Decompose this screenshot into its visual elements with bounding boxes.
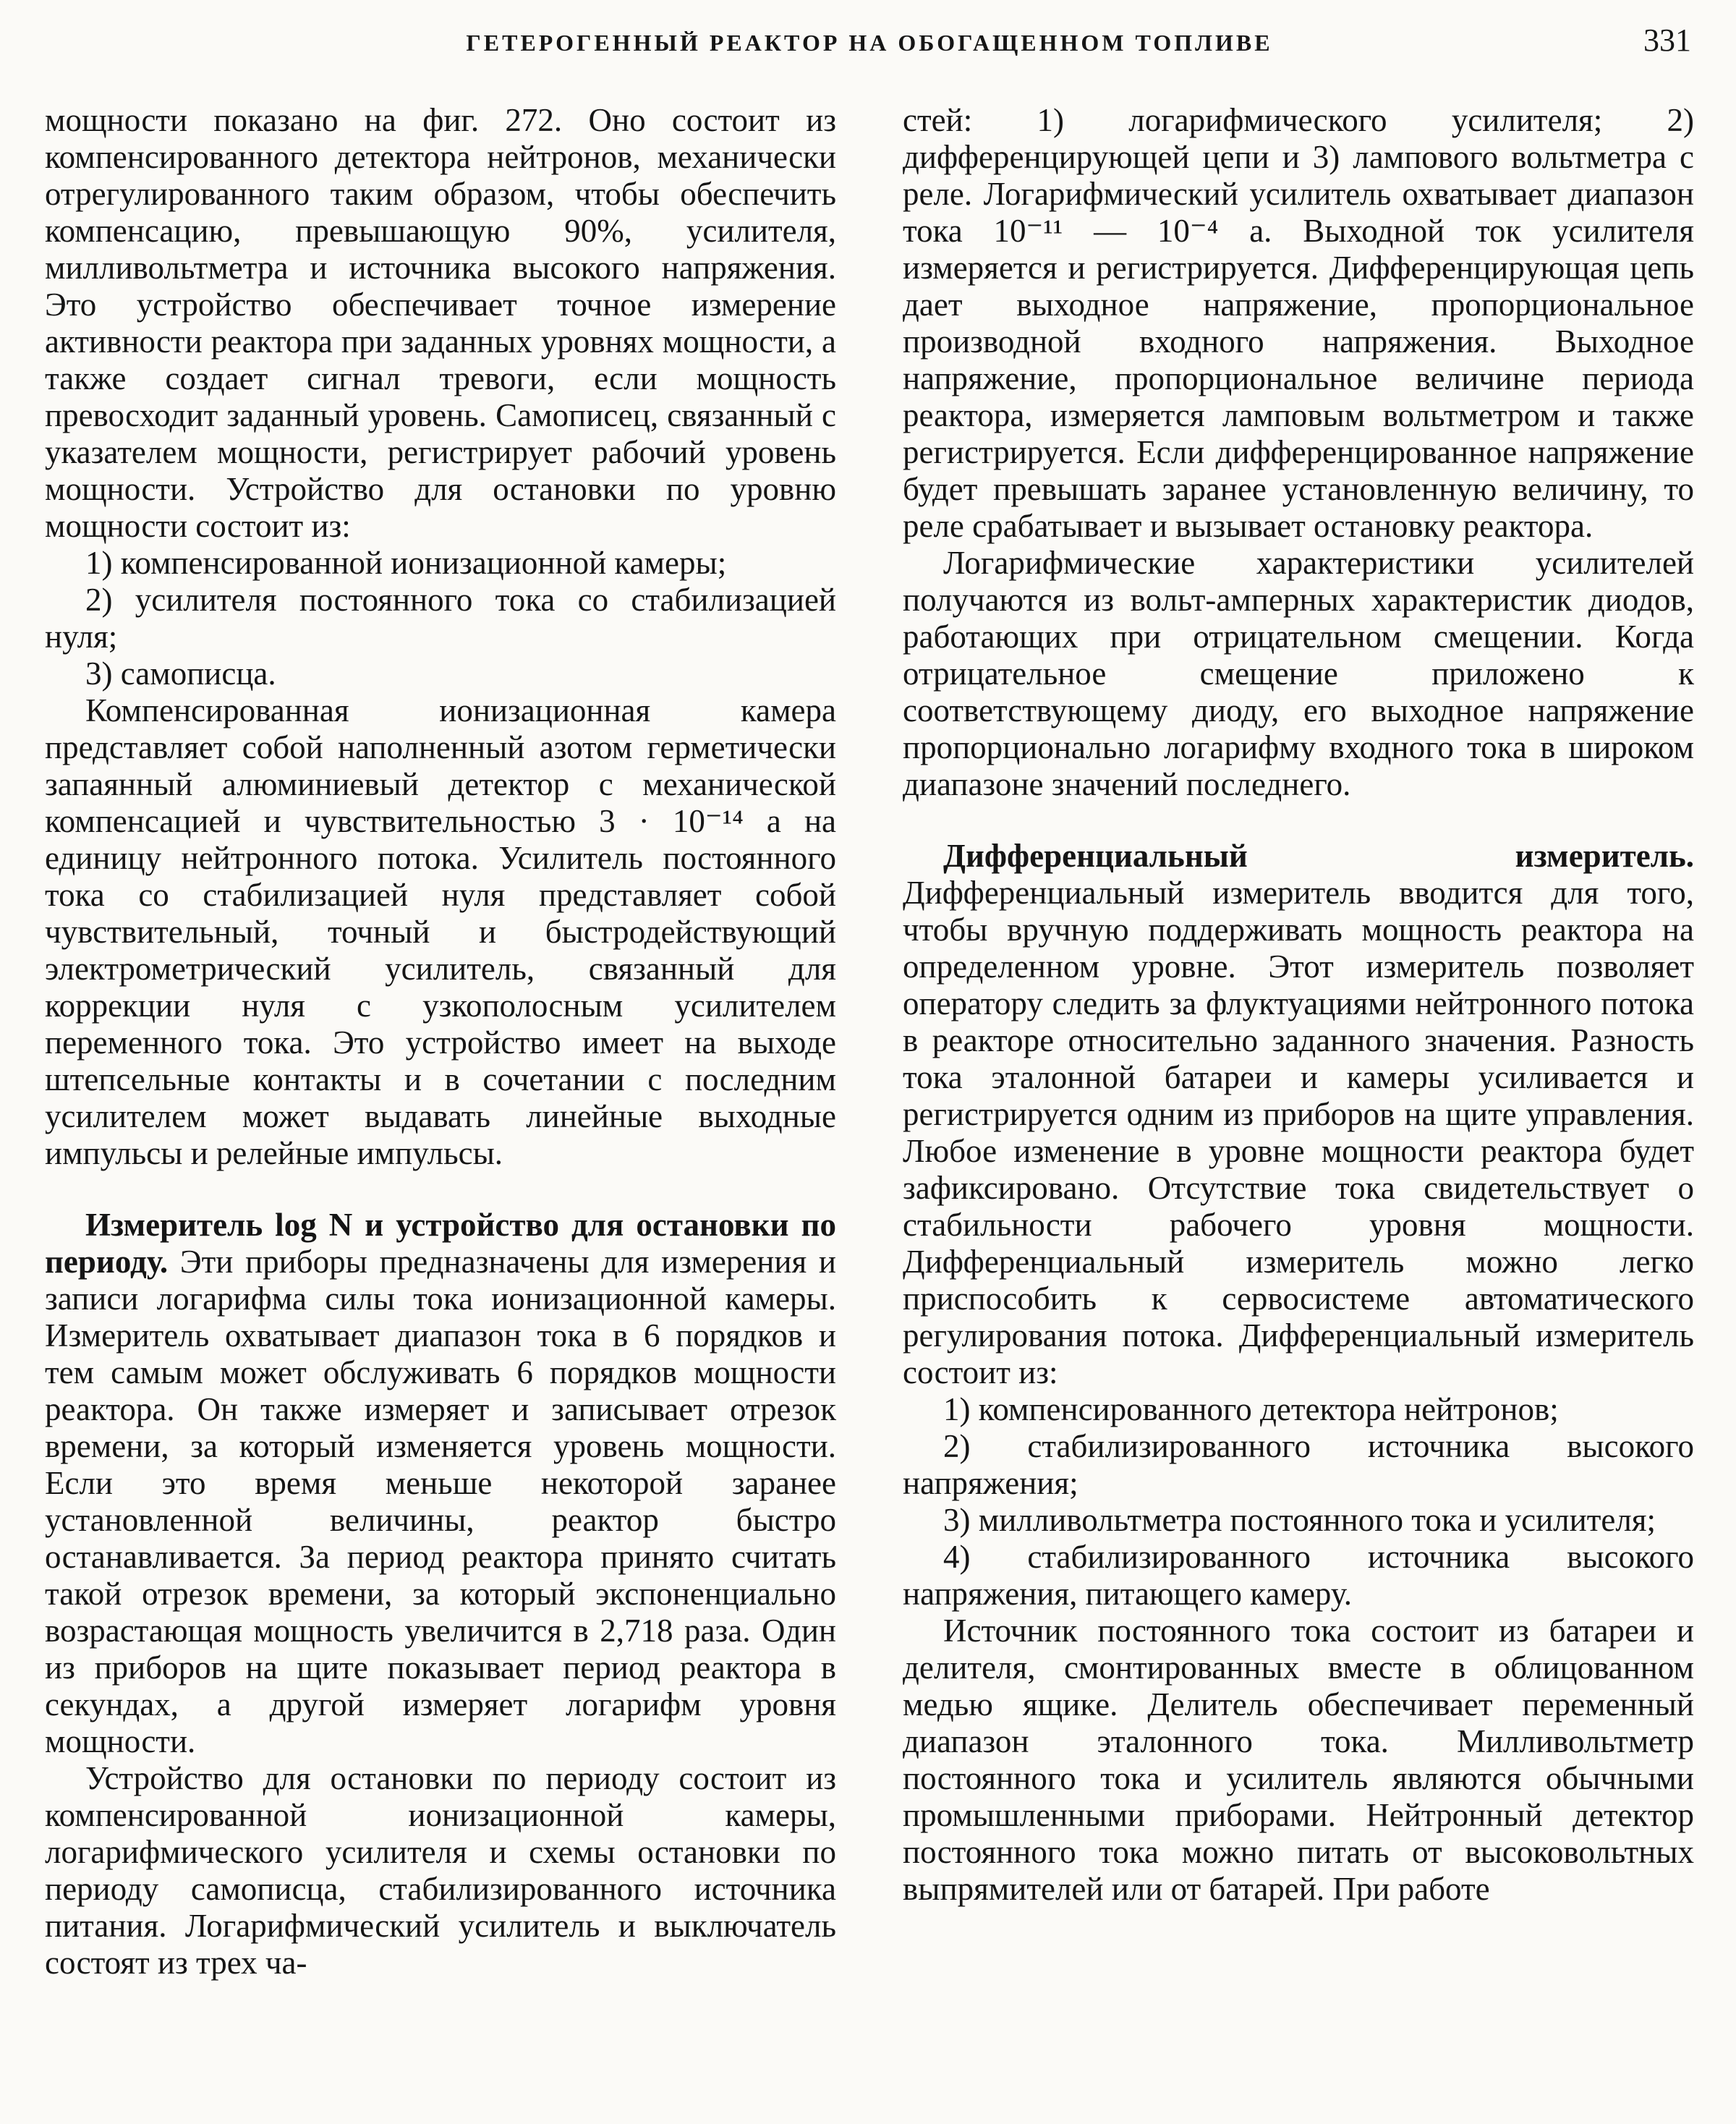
paragraph-text: Эти приборы предназначены для измерения и записи логарифма силы тока ионизационной камеры. Измеритель охватывает диапазон тока в 6 порядков и тем самым может обслуживать 6 порядков мощности реактора. Он также измеряет и записывает отрезок времени, за который изменяется уровень мощности. Если это время меньше некоторой заранее установленной величины, реактор быстро останавливается. За период реактора принято считать такой отрезок времени, за который экспоненциально возрастающая мощность увеличится в 2,718 раза. Один из приборов на щите показывает период реактора в секундах, а другой измеряет логарифм уровня мощности. [45,1244,836,1759]
paragraph [903,545,1694,803]
paragraph-text: мощности показано на фиг. 272. Оно состоит из компенсированного детектора нейтронов, механически отрегулированного таким образом, чтобы обеспечить компенсацию, превышающую 90%, усилителя, милливольтметра и источника высокого напряжения. Это устройство обеспечивает точное измерение активности реактора при заданных уровнях мощности, а также создает сигнал тревоги, если мощность превосходит заданный уровень. Самописец, связанный с указателем мощности, регистрирует рабочий уровень мощности. Устройство для остановки по уровню мощности состоит из: [45,102,836,544]
list-item-text: 4) стабилизированного источника высокого напряжения, питающего камеру. [903,1539,1694,1612]
run-in-heading: Измеритель log N и устройство для остановки по периоду. [45,1207,836,1280]
list-item-text: 3) милливольтметра постоянного тока и усилителя; [943,1502,1656,1538]
list-item [903,1391,1694,1428]
paragraph [45,102,836,545]
list-item [45,582,836,655]
list-item [903,1502,1694,1539]
list-item-text: 3) самописца. [85,655,276,692]
paragraph [45,692,836,1172]
list-item [903,1428,1694,1502]
list-item [45,545,836,582]
list-item-text: 2) стабилизированного источника высокого напряжения; [903,1428,1694,1501]
paragraph-text: Источник постоянного тока состоит из батареи и делителя, смонтированных вместе в облицованном медью ящике. Делитель обеспечивает переменный диапазон эталонного тока. Милливольтметр постоянного тока и усилитель являются обычными промышленными приборами. Нейтронный детектор постоянного тока можно питать от высоковольтных выпрямителей или от батарей. При работе [903,1613,1694,1907]
paragraph [903,1613,1694,1908]
list-item [903,1539,1694,1613]
paragraph-text: Дифференциальный измеритель вводится для того, чтобы вручную поддерживать мощность реактора на определенном уровне. Этот измеритель позволяет оператору следить за флуктуациями нейтронного потока в реакторе относительно заданного значения. Разность тока эталонной батареи и камеры усиливается и регистрируется одним из приборов на щите управления. Любое изменение в уровне мощности реактора будет зафиксировано. Отсутствие тока свидетельствует о стабильности рабочего уровня мощности. Дифференциальный измеритель можно легко приспособить к сервосистеме автоматического регулирования потока. Дифференциальный измеритель состоит из: [903,875,1694,1390]
page-header [45,22,1694,59]
left-column [45,102,836,1981]
list-item-text: 1) компенсированного детектора нейтронов; [943,1391,1559,1427]
list-item [45,655,836,692]
paragraph [45,1207,836,1760]
paragraph-text: Логарифмические характеристики усилителей получаются из вольт-амперных характеристик диодов, работающих при отрицательном смещении. Когда отрицательное смещение приложено к соответствующему диоду, его выходное напряжение пропорционально логарифму входного тока в широком диапазоне значений последнего. [903,545,1694,802]
right-column [903,102,1694,1981]
paragraph-text: Компенсированная ионизационная камера представляет собой наполненный азотом герметически запаянный алюминиевый детектор с механической компенсацией и чувствительностью 3 · 10⁻¹⁴ а на единицу нейтронного потока. Усилитель постоянного тока со стабилизацией нуля представляет собой чувствительный, точный и быстродействующий электрометрический усилитель, связанный для коррекции нуля с узкополосным усилителем переменного тока. Это устройство имеет на выходе штепсельные контакты и в сочетании с последним усилителем может выдавать линейные выходные импульсы и релейные импульсы. [45,692,836,1171]
paragraph-text: стей: 1) логарифмического усилителя; 2) дифференцирующей цепи и 3) лампового вольтметра с реле. Логарифмический усилитель охватывает диапазон тока 10⁻¹¹ — 10⁻⁴ а. Выходной ток усилителя измеряется и регистрируется. Дифференцирующая цепь дает выходное напряжение, пропорциональное производной входного напряжения. Выходное напряжение, пропорциональное величине периода реактора, измеряется ламповым вольтметром и также регистрируется. Если дифференцированное напряжение будет превышать заранее установленную величину, то реле срабатывает и вызывает остановку реактора. [903,102,1694,544]
list-item-text: 1) компенсированной ионизационной камеры; [85,545,727,581]
list-item-text: 2) усилителя постоянного тока со стабилизацией нуля; [45,582,836,655]
paragraph [903,102,1694,545]
paragraph [903,838,1694,1391]
running-title: ГЕТЕРОГЕННЫЙ РЕАКТОР НА ОБОГАЩЕННОМ ТОПЛИВЕ [466,30,1273,56]
paragraph-text: Устройство для остановки по периоду состоит из компенсированной ионизационной камеры, логарифмического усилителя и схемы остановки по периоду самописца, стабилизированного источника питания. Логарифмический усилитель и выключатель состоят из трех ча- [45,1760,836,1981]
page-number: 331 [1643,22,1691,58]
run-in-heading: Дифференциальный измеритель. [943,838,1694,874]
paragraph [45,1760,836,1981]
text-columns [45,102,1694,1981]
